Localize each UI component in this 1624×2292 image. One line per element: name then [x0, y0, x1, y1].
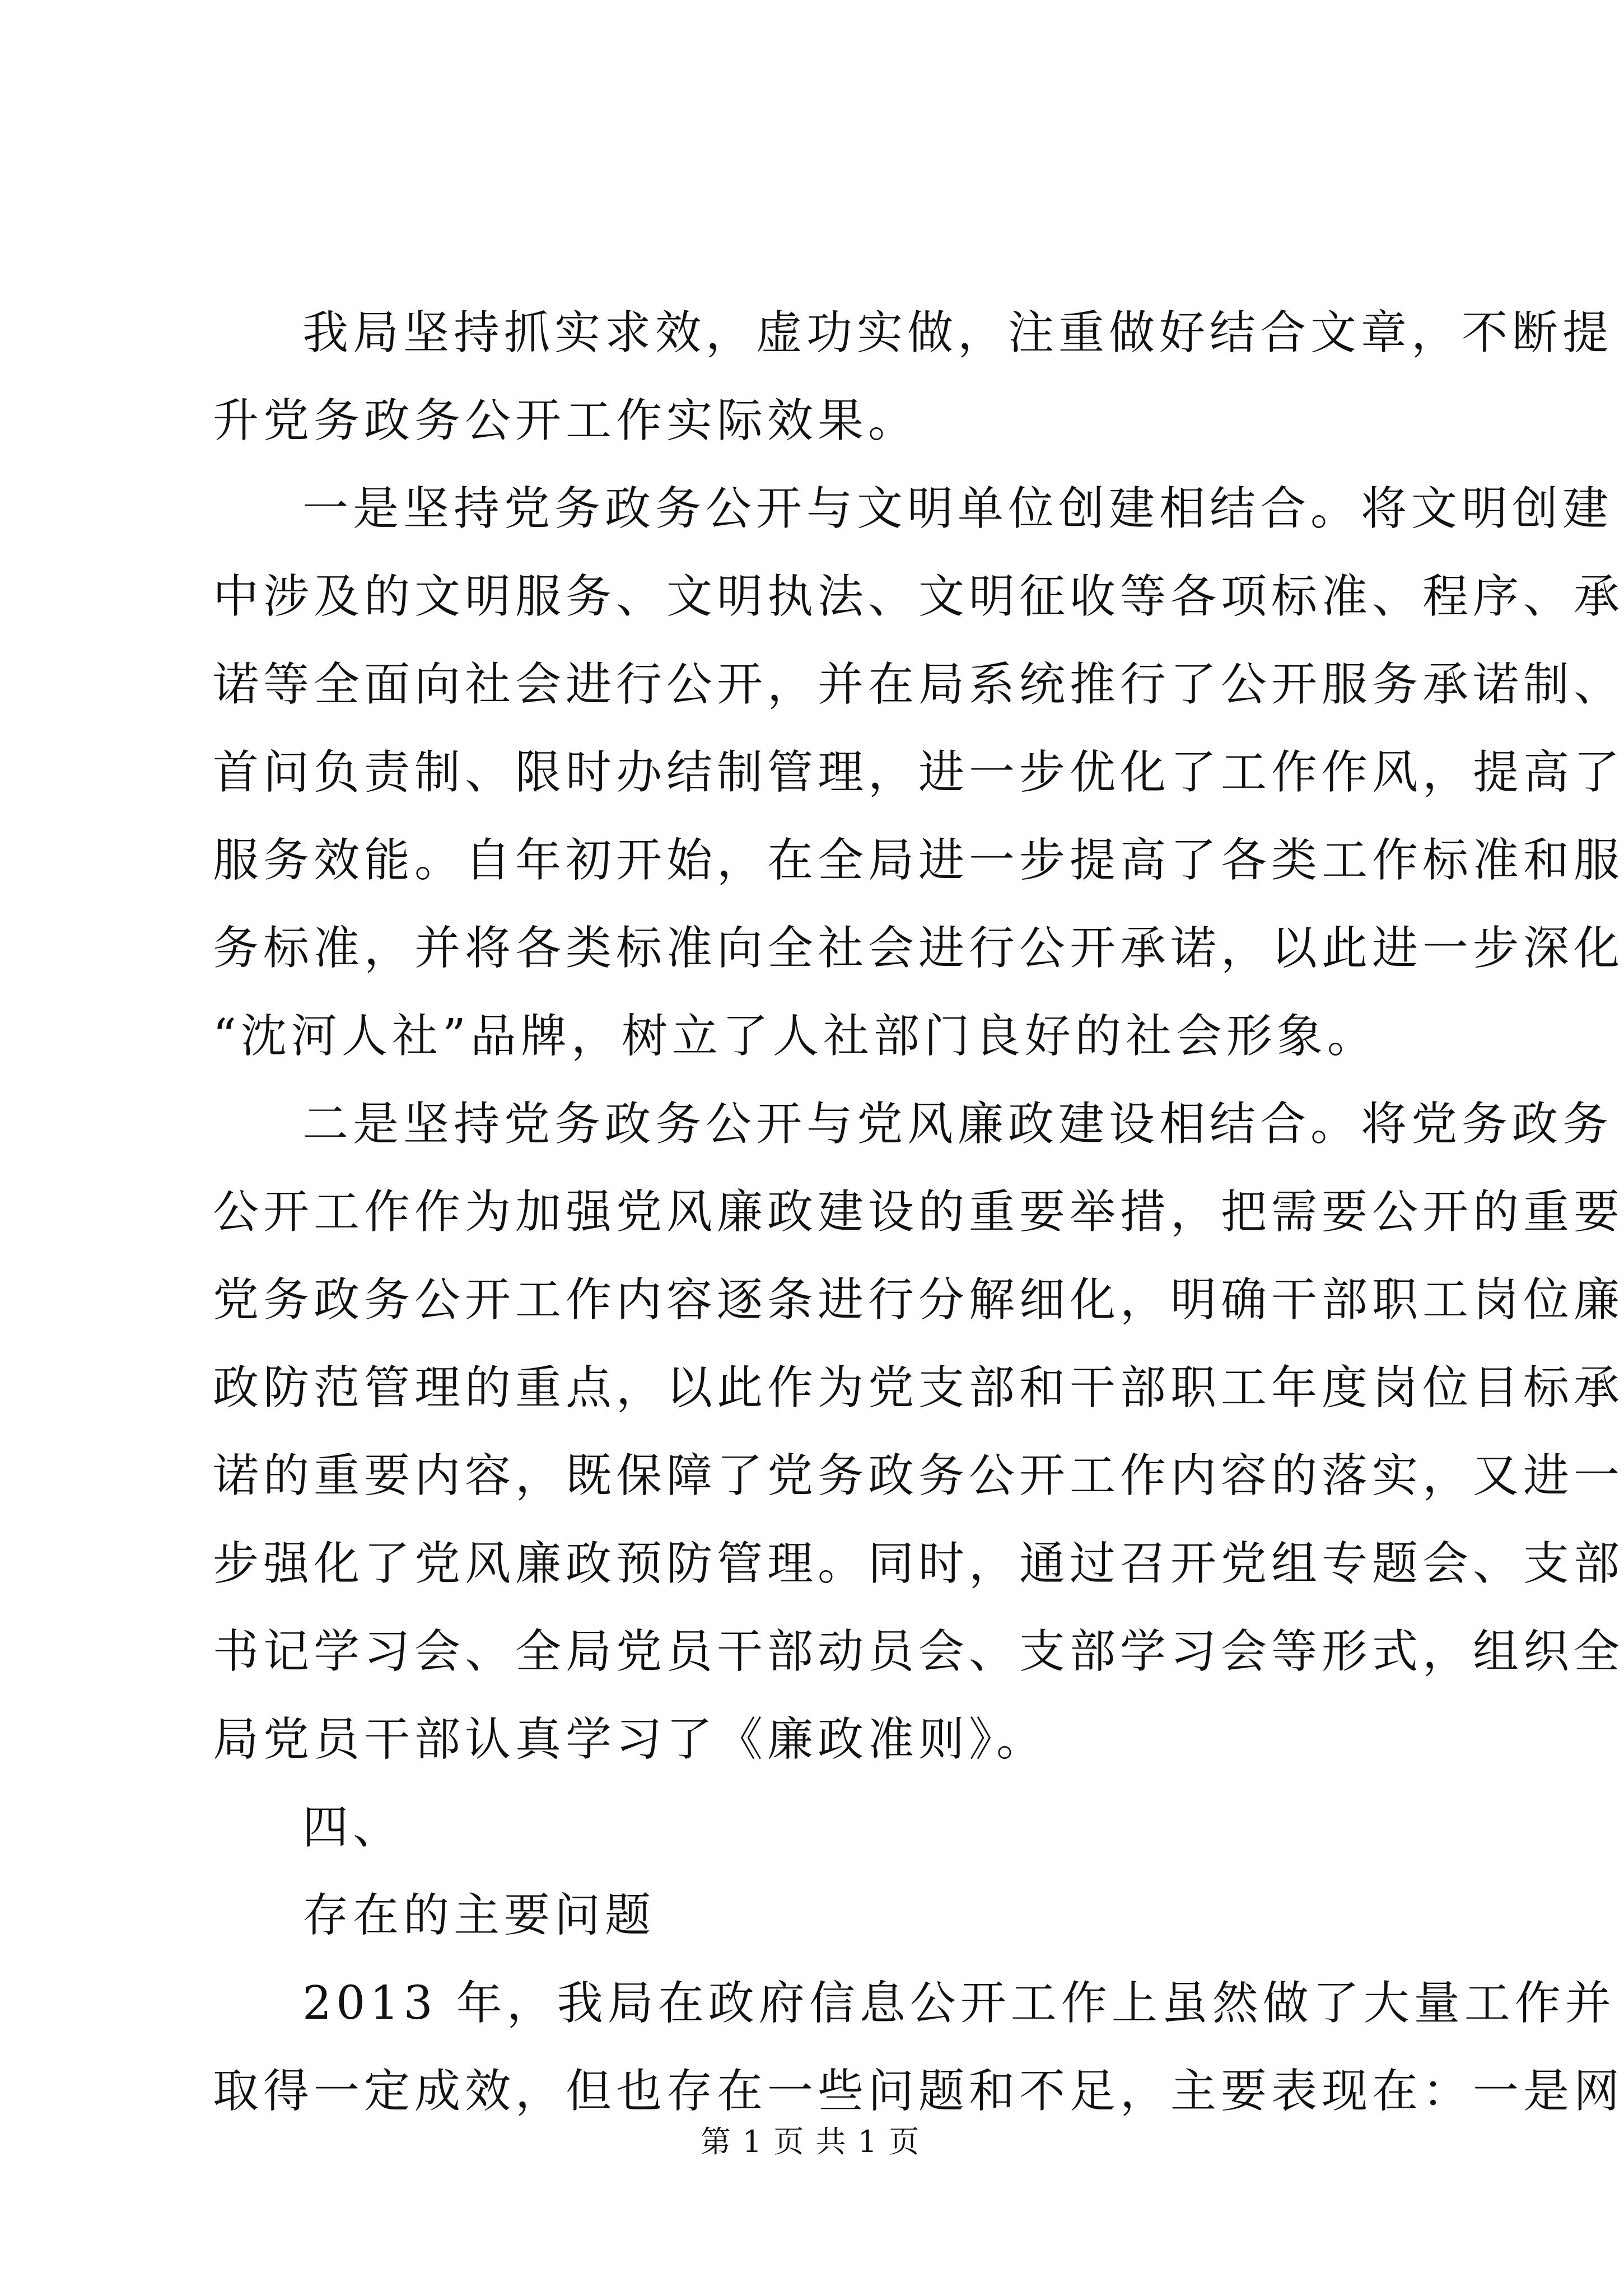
paragraph-line: 局党员干部认真学习了《廉政准则》。 [213, 1713, 1047, 1766]
page-footer: 第 1 页 共 1 页 [700, 2124, 921, 2159]
paragraph-line: 取得一定成效，但也存在一些问题和不足，主要表现在：一是网 [213, 2065, 1624, 2118]
section-heading: 存在的主要问题 [302, 1889, 656, 1942]
paragraph-line: 二是坚持党务政务公开与党风廉政建设相结合。将党务政务 [302, 1098, 1613, 1151]
paragraph-line: 诺的重要内容，既保障了党务政务公开工作内容的落实，又进一 [213, 1449, 1624, 1502]
paragraph-line: 一是坚持党务政务公开与文明单位创建相结合。将文明创建 [302, 482, 1613, 535]
paragraph-line: 服务效能。自年初开始，在全局进一步提高了各类工作标准和服 [213, 834, 1624, 887]
paragraph-line: 公开工作作为加强党风廉政建设的重要举措，把需要公开的重要 [213, 1185, 1624, 1239]
paragraph-line: 党务政务公开工作内容逐条进行分解细化，明确干部职工岗位廉 [213, 1273, 1624, 1327]
paragraph-line: 政防范管理的重点，以此作为党支部和干部职工年度岗位目标承 [213, 1361, 1624, 1415]
paragraph-line: 中涉及的文明服务、文明执法、文明征收等各项标准、程序、承 [213, 570, 1624, 623]
paragraph-line: 我局坚持抓实求效，虚功实做，注重做好结合文章，不断提 [302, 306, 1613, 360]
paragraph-line: 首问负责制、限时办结制管理，进一步优化了工作作风，提高了 [213, 746, 1624, 799]
paragraph-line: 书记学习会、全局党员干部动员会、支部学习会等形式，组织全 [213, 1625, 1624, 1678]
paragraph-line: 2013 年，我局在政府信息公开工作上虽然做了大量工作并 [302, 1977, 1616, 2030]
paragraph-line: 步强化了党风廉政预防管理。同时，通过召开党组专题会、支部 [213, 1537, 1624, 1590]
paragraph-line: “沈河人社”品牌，树立了人社部门良好的社会形象。 [213, 1010, 1378, 1063]
section-number: 四、 [302, 1801, 404, 1854]
paragraph-line: 务标准，并将各类标准向全社会进行公开承诺，以此进一步深化 [213, 922, 1624, 975]
paragraph-line: 升党务政务公开工作实际效果。 [213, 394, 919, 447]
paragraph-line: 诺等全面向社会进行公开，并在局系统推行了公开服务承诺制、 [213, 658, 1624, 711]
